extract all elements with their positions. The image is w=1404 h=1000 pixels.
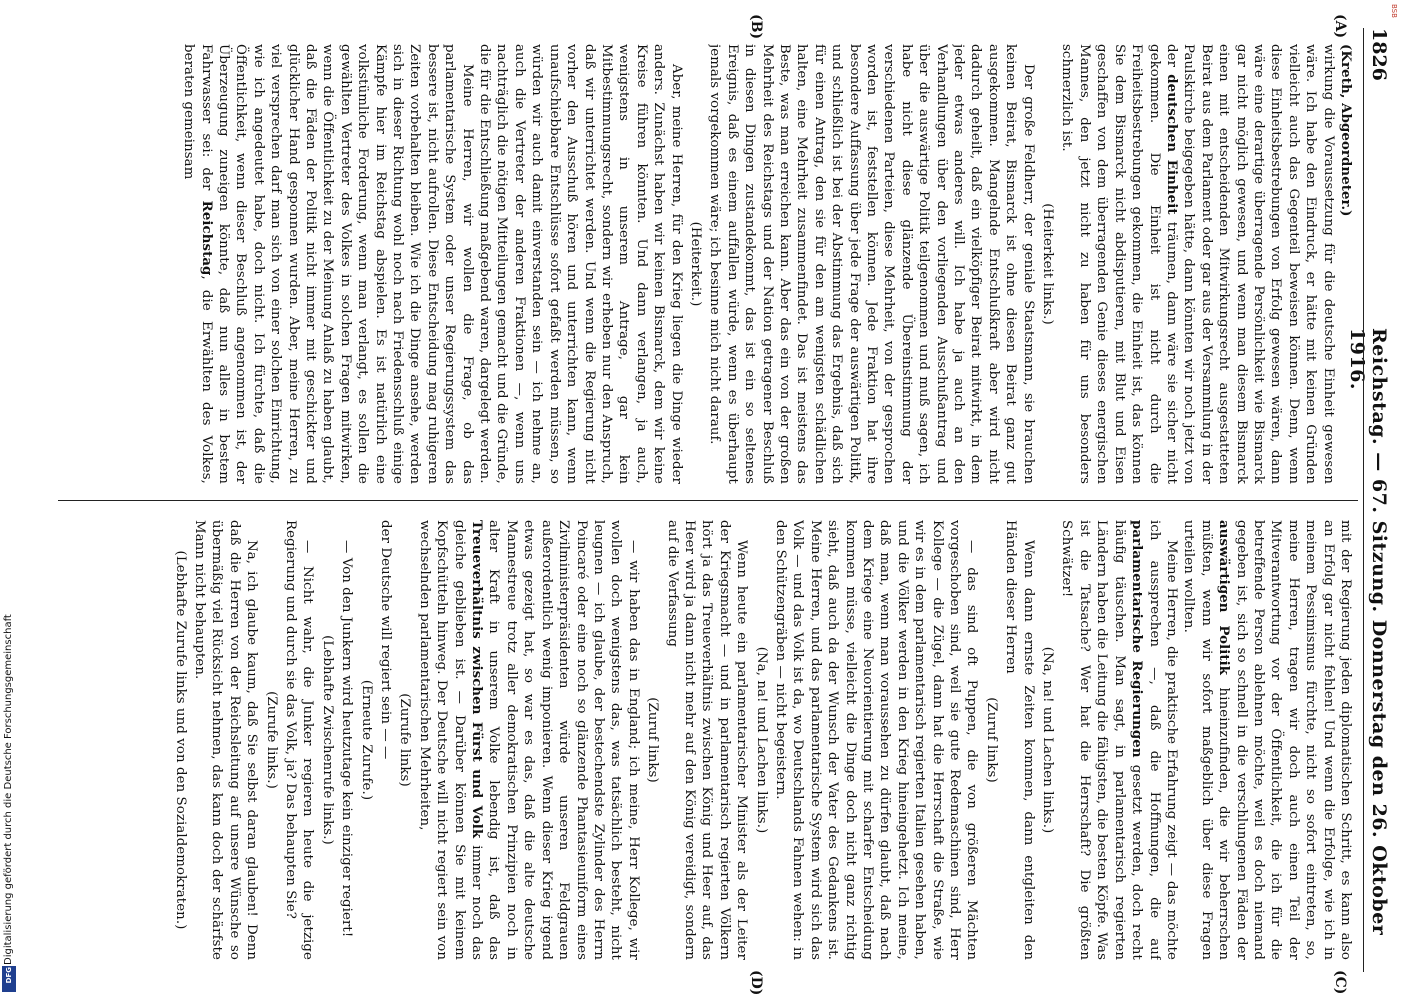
paragraph bbox=[1058, 520, 1180, 960]
paragraph: — Nicht wahr, die Junker regieren heute die jetzige Regierung und durch sie das Volk, ja? Das behaupten Sie? bbox=[283, 520, 316, 960]
dfg-logo-icon: DFG bbox=[2, 966, 16, 992]
margin-marker-a: (A) bbox=[1332, 14, 1348, 39]
paragraph-text: — wir haben das in England; ich meine, Herr Kollege, wir wollen doch wenigstens das, was tatsächlich besteht, nicht leugnen — ich glaube, der bestechendste Zylinder des Herrn Poincaré oder eine noch so glänzende Phantasieuniform eines Zivilministerpräsidenten würde unseren Feldgrauen außerordentlich wenig imponieren. Wenn dieser Krieg irgend etwas gezeigt hat, so war es das, daß die alte deutsche Mannestreue trotz aller demokratischen Prinzipien noch in alter Kraft in unserem Volke lebendig ist, daß das bbox=[486, 520, 641, 960]
emphasis-text: Treueverhältnis zwischen Fürst und Volk bbox=[469, 520, 485, 839]
speaker-line bbox=[1337, 44, 1354, 484]
stage-direction: (Erneute Zurufe.) bbox=[358, 679, 374, 801]
page-number: 1826 bbox=[1368, 28, 1390, 81]
emphasis-text: auswärtigen Politik bbox=[1216, 520, 1232, 676]
margin-marker-d: (D) bbox=[748, 970, 764, 996]
paragraph-text: , die Erwählten des Volkes, beraten gemeinsam bbox=[181, 44, 214, 484]
paragraph-text: Meine Herren, wir wollen die Frage, ob das parlamentarische System oder unser Regierungssystem das bessere ist, nicht aufrollen. Diese Entscheidung mag ruhigeren Zeiten vorbehalten bleiben. Wie ich die Dinge ansehe, werden sich in dieser Richtung wohl noch nach Friedensschluß einige Kämpfe hier im Reichstag abspielen. Es ist natürlich eine volkstümliche Forderung, wenn man verlangt, es sollen die gewählten Vertreter des Volkes in solchen Fragen mitwirken, wenn die Öffentlichkeit zu der Meinung Anlaß zu haben glaubt, daß die Fäden der Politik nicht immer mit geschickter und glücklicher Hand gesponnen wurden. Aber, meine Herren, zu viel versprechen darf man sich von einer solchen Einrichtung, wie ich angedeutet habe, doch nicht. Ich fürchte, daß die Öffentlichkeit, wenn dieser Beschluß angenommen ist, der Überzeugung zuneigen könnte, daß nun alles in bestem Fahrwasser sei: der bbox=[198, 44, 475, 484]
paragraph-text: hineinzufinden, die wir beherrschen müßten, wenn wir sofort maßgeblich über diese Fragen urteilen wollten. bbox=[1181, 520, 1232, 960]
stage-direction: (Zuruf links) bbox=[983, 697, 999, 783]
paragraph: Aber, meine Herren, für den Krieg liegen die Dinge wieder anders. Zunächst haben wir keinen Bismarck, dem wir keine Kreise führen könnten. Und dann verlangen, ja auch, wenigstens in unserem Antrage, gar kein Mitbestimmungsrecht, sondern wir erheben nur den Anspruch, daß wir unterrichtet werden. Und wenn die Regierung nicht vorher den Ausschuß hören und unterrichten kann, wenn unaufschiebbare Entschlüsse sofort gefaßt werden müssen, so würden wir auch damit einverstanden sein — ich nehme an, auch die Vertreter der anderen Fraktionen —, wenn uns nachträglich die nötigen Mitteilungen gemacht und die Gründe, die für die Entschließung maßgebend waren, dargelegt werden. bbox=[477, 44, 684, 484]
paragraph bbox=[1180, 520, 1354, 960]
emphasis-text: parlamentarische Regierungen bbox=[1129, 520, 1145, 758]
stage-direction: (Lebhafte Zwischenrufe links.) bbox=[319, 635, 335, 845]
paragraph bbox=[415, 520, 641, 960]
paragraph: — das sind oft Puppen, die von größeren Mächten vorgeschoben sind, weil sie gute Redemaschinen sind, Herr Kollege — die Zügel, dann hat die Herrschaft die Straße, wie wir es in dem parlamentarisch regierten Italien gesehen haben, und die Völker werden in den Krieg hineingehetzt. Ich meine, daß man, wenn man voraussehen zu dürfen glaubt, daß nach dem Kriege eine Neuorientierung mit scharfer Entscheidung kommen müsse, vielleicht die Dinge doch nicht ganz richtig sieht, daß auch da der Wunsch der Vater des Gedankens ist. Meine Herren, und das parlamentarische System wird sich das Volk — und das Volk ist da, wo Deutschlands Fahnen wehen: in den Schützengräben — nicht begeistern. bbox=[773, 520, 980, 960]
footer-text: Digitalisierung gefördert durch die Deutsche Forschungsgemeinschaft bbox=[3, 614, 14, 965]
paragraph-text: träumen, dann wäre sie sicher nicht gekommen. Die Einheit ist nicht durch die Freiheitsbestrebungen gekommen, die Einheit ist, das können Sie dem Bismarck nicht abdisputieren, mit Blut und Eisen geschaffen von dem überragenden Genie dieses energischen Mannes, den jetzt nicht zu haben für uns besonders schmerzlich ist. bbox=[1059, 44, 1179, 484]
stage-direction: (Zurufe links.) bbox=[263, 691, 279, 789]
margin-marker-b: (B) bbox=[748, 14, 764, 40]
header-title: Reichstag. — 67. Sitzung. Donnerstag den 26. Oktober 1916. bbox=[1346, 328, 1390, 936]
right-column bbox=[64, 520, 1354, 960]
page-header bbox=[1346, 28, 1390, 972]
paragraph-text: gesetzt werden, doch recht häufig täuschen. Man sagt, in parlamentarisch regierten Ländern haben die Leitung die fähigsten, die besten Köpfe. Was ist die Tatsache? Wer hat die Herrschaft? Die größten Schwätzer! bbox=[1059, 520, 1145, 960]
paragraph: Wenn dann ernste Zeiten kommen, dann entgleiten den Händen dieser Herren bbox=[1003, 520, 1036, 960]
bsb-watermark: BSB bbox=[1390, 4, 1398, 18]
paragraph: Na, ich glaube kaum, daß Sie selbst daran glauben! Denn daß die Herren von der Reichsleitung auf unsere Wünsche so übermäßig viel Rücksicht nehmen, das kann doch der schärfste Mann nicht behaupten. bbox=[192, 520, 260, 960]
paragraph-text: Meine Herren, die praktische Erfahrung zeigt — das möchte ich aussprechen —, daß die Hoffnungen, die auf bbox=[1146, 520, 1179, 960]
paragraph bbox=[1058, 44, 1337, 484]
stage-direction: (Zuruf links) bbox=[645, 697, 661, 783]
stage-direction: (Na, na! und Lachen links.) bbox=[753, 646, 769, 834]
left-column bbox=[64, 44, 1354, 484]
stage-direction: (Na, na! und Lachen links.) bbox=[1040, 646, 1056, 834]
paragraph: der Deutsche will regiert sein — — bbox=[378, 520, 394, 760]
digitization-footer bbox=[0, 605, 18, 995]
header-rule bbox=[1363, 28, 1364, 972]
paragraph-text: wirkung die Voraussetzung für die deutsche Einheit gewesen wäre. Ich habe den Eindruck, er hätte mit keinen Gründen vielleicht auch das Gegenteil beweisen können. Denn, wenn diese Einheitsbestrebungen von Erfolg gewesen wären, dann wäre eine derartige überragende Persönlichkeit wie Bismarck gar nicht möglich gewesen, und wenn man diesem Bismarck einen mit entscheidenden Mitwirkungsrecht ausgestatteten Beirat aus dem Parlament oder gar aus der Versammlung in der Paulskirche beigegeben hätte, dann könnten wir noch jetzt von der bbox=[1163, 44, 1336, 484]
stage-direction: (Heiterkeit links.) bbox=[1040, 203, 1056, 325]
stage-direction: (Heiterkeit.) bbox=[687, 221, 703, 307]
emphasis-text: deutschen Einheit bbox=[1163, 74, 1179, 215]
paragraph: Wenn heute ein parlamentarischer Minister als der Leiter der Kriegsmacht — und in parlamentarisch regierten Völkern hört ja das Treueverhältnis zwischen König und Heer auf, das Heer wird ja dann nicht mehr auf den König vereidigt, sondern auf die Verfassung bbox=[664, 520, 750, 960]
paragraph: — Von den Junkern wird heutzutage kein einziger regiert! bbox=[339, 540, 355, 938]
stage-direction: (Lebhafte Zurufe links und von den Sozialdemokraten.) bbox=[172, 550, 188, 930]
paragraph: Der große Feldherr, der geniale Staatsmann, sie brauchen keinen Beirat, Bismarck ist ohne diesen Beirat ganz gut ausgekommen. Mangelnde Entschlußkraft aber wird nicht dadurch geheilt, daß ein vielköpfiger Beirat mitwirkt, in dem jeder etwas anderes will. Ich habe ja auch an den Verhandlungen über den vorliegenden Ausschußantrag und über die auswärtige Politik teilgenommen und muß sagen, ich habe nicht diese glänzende Übereinstimmung der verschiedenen Parteien, diese Mehrheit, von der gesprochen worden ist, feststellen können. Jede Fraktion hat ihre besondere Auffassung über jede Frage der auswärtigen Politik, und schließlich ist bei der Abstimmung das Ergebnis, daß sich für einen Antrag, den sie für den am wenigsten schädlichen halten, eine Mehrheit zusammenfindet. Das ist meistens das Beste, was man erreichen kann. Aber das ein von der großen Mehrheit des Reichstags und der Nation getragener Beschluß in diesen Dingen zustandekommt, das ist ein so seltenes Ereignis, daß es einem auffallen würde, wenn es überhaupt jemals vorgekommen wäre; ich besinne mich nicht darauf. bbox=[707, 44, 1036, 484]
paragraph-text: immer noch das gleiche geblieben ist. — Darüber können Sie mit keinem Kopfschütteln hinweg. Der Deutsche will nicht regiert sein von wechselnden parlamentarischen Mehrheiten, bbox=[416, 520, 485, 960]
stage-direction: (Zurufe links) bbox=[397, 693, 413, 787]
margin-marker-c: (C) bbox=[1332, 970, 1348, 995]
column-divider bbox=[58, 500, 1358, 501]
emphasis-text: Reichstag bbox=[198, 200, 214, 276]
speaker-name: (Kreth, Abgeordneter.) bbox=[1338, 44, 1353, 217]
paragraph-text: mit der Regierung jeden diplomatischen Schritt, es kann also an Erfolg gar nicht fehlen! Und wenn die Erfolge, wie ich in meinem Pessimismus fürchte, nicht so sofort eintreten, so, meine Herren, tragen wir doch auch einen Teil der Mitverantwortung vor der Öffentlichkeit, die ich für die betreffende Person ablehnen möchte, weil es doch niemand gegeben ist, sich so schnell in die verschlungenen Fäden der bbox=[1233, 520, 1353, 960]
paragraph bbox=[180, 44, 476, 484]
